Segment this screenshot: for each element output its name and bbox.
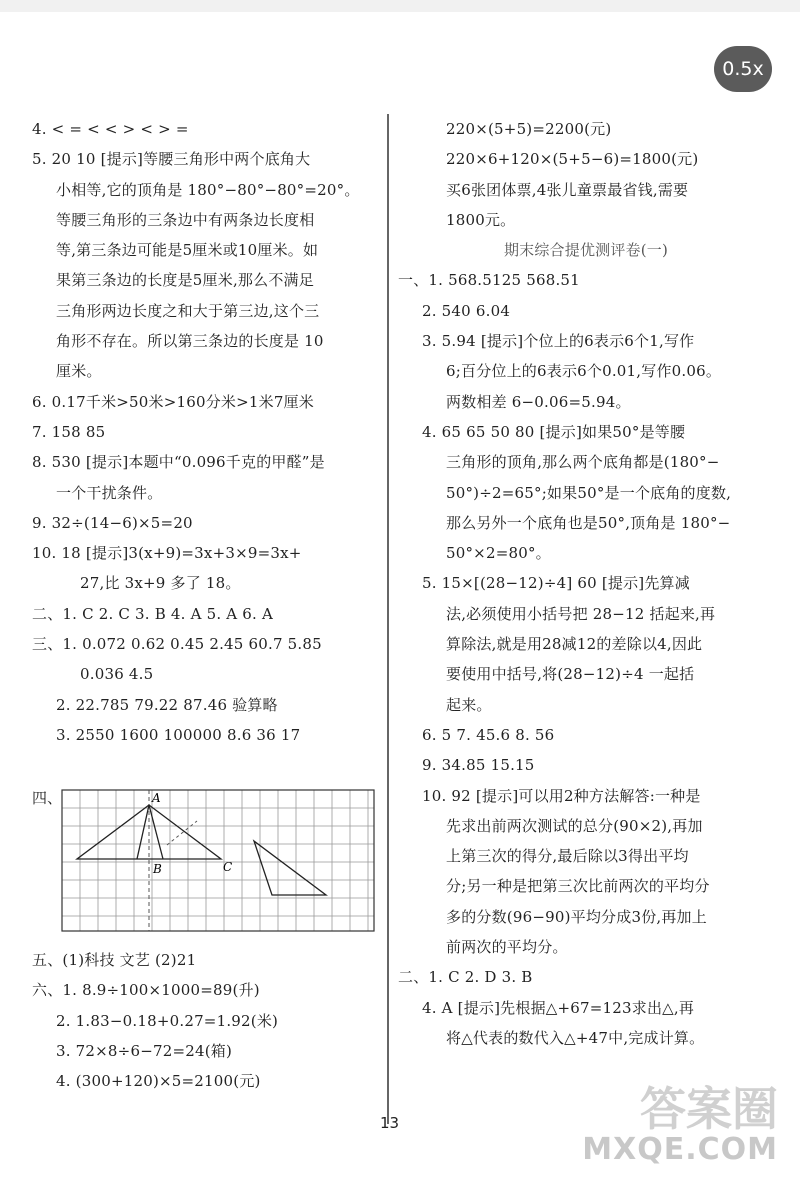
line-dashed-c <box>167 821 197 845</box>
answer-line: 220×6+120×(5+5−6)=1800(元) <box>446 150 699 169</box>
answer-line: 果第三条边的长度是5厘米,那么不满足 <box>56 271 314 290</box>
answer-line: 10. 92 [提示]可以用2种方法解答:一种是 <box>422 786 701 805</box>
answer-line: 买6张团体票,4张儿童票最省钱,需要 <box>446 180 689 199</box>
answer-line: 三、1. 0.072 0.62 0.45 2.45 60.7 5.85 <box>32 635 322 654</box>
answer-line: 2. 1.83−0.18+0.27=1.92(米) <box>56 1011 279 1030</box>
point-a-label: A <box>152 791 161 805</box>
point-b-label: B <box>153 862 162 876</box>
answer-line: 等腰三角形的三条边中有两条边长度相 <box>56 210 315 229</box>
answer-line: 起来。 <box>446 695 492 714</box>
answer-line: 要使用中括号,将(28−12)÷4 一起括 <box>446 665 695 684</box>
section-four-label: 四、 <box>32 789 63 807</box>
answer-line: 厘米。 <box>56 362 102 381</box>
answer-line: 角形不存在。所以第三条边的长度是 10 <box>56 332 324 351</box>
answer-line: 6;百分位上的6表示6个0.01,写作0.06。 <box>446 362 722 381</box>
answer-line: 先求出前两次测试的总分(90×2),再加 <box>446 816 703 835</box>
answer-line: 小相等,它的顶角是 180°−80°−80°=20°。 <box>56 180 360 199</box>
line-a-b <box>149 805 163 859</box>
answer-line: 4. A [提示]先根据△+67=123求出△,再 <box>422 998 695 1017</box>
answer-line: 2. 22.785 79.22 87.46 验算略 <box>56 695 278 714</box>
answer-line: 5. 20 10 [提示]等腰三角形中两个底角大 <box>32 150 311 169</box>
answer-line: 3. 5.94 [提示]个位上的6表示6个1,写作 <box>422 332 695 351</box>
answer-line: 2. 540 6.04 <box>422 301 511 320</box>
answer-line: 3. 2550 1600 100000 8.6 36 17 <box>56 725 301 744</box>
playback-speed-button[interactable]: 0.5x <box>714 46 772 92</box>
answer-line: 六、1. 8.9÷100×1000=89(升) <box>32 981 260 1000</box>
answer-line: 4. (300+120)×5=2100(元) <box>56 1072 261 1091</box>
answer-line: 6. 0.17千米>50米>160分米>1米7厘米 <box>32 392 314 411</box>
answer-line: 算除法,就是用28减12的差除以4,因此 <box>446 635 703 654</box>
watermark-site: MXQE.COM <box>582 1132 778 1167</box>
grid-drawing <box>32 787 386 937</box>
watermark-brand: 答案圈 <box>640 1082 778 1136</box>
left-bottom-column <box>32 945 386 1096</box>
answer-line: 9. 34.85 15.15 <box>422 756 535 775</box>
answer-line: 期末综合提优测评卷(一) <box>503 241 669 260</box>
answer-line: 二、1. C 2. C 3. B 4. A 5. A 6. A <box>32 604 273 623</box>
answer-line: 7. 158 85 <box>32 422 106 441</box>
answer-line: 4. < = < < > < > = <box>32 120 189 138</box>
right-column <box>398 114 774 1053</box>
answer-line: 10. 18 [提示]3(x+9)=3x+3×9=3x+ <box>32 544 302 563</box>
answer-line: 两数相差 6−0.06=5.94。 <box>446 392 631 411</box>
answer-line: 那么另外一个底角也是50°,顶角是 180°− <box>446 513 731 532</box>
answer-line: 50°×2=80°。 <box>446 544 551 563</box>
answer-line: 一个干扰条件。 <box>56 483 163 502</box>
answer-line: 50°)÷2=65°;如果50°是一个底角的度数, <box>446 483 732 502</box>
answer-line: 1800元。 <box>446 210 516 229</box>
answer-line: 多的分数(96−90)平均分成3份,再加上 <box>446 907 707 926</box>
answer-line: 三角形的顶角,那么两个底角都是(180°− <box>446 453 720 472</box>
answer-line: 5. 15×[(28−12)÷4] 60 [提示]先算减 <box>422 574 690 593</box>
answer-line: 三角形两边长度之和大于第三边,这个三 <box>56 301 320 320</box>
triangle-right <box>254 841 326 895</box>
answer-line: 9. 32÷(14−6)×5=20 <box>32 513 193 532</box>
answer-line: 二、1. C 2. D 3. B <box>398 968 533 987</box>
point-c-label: C <box>223 860 233 874</box>
answer-line: 3. 72×8÷6−72=24(箱) <box>56 1041 233 1060</box>
answer-line: 五、(1)科技 文艺 (2)21 <box>32 951 197 969</box>
answer-line: 6. 5 7. 45.6 8. 56 <box>422 725 555 744</box>
top-bar <box>0 0 800 12</box>
column-divider <box>387 114 389 1124</box>
answer-line: 27,比 3x+9 多了 18。 <box>80 574 241 593</box>
left-column <box>32 114 386 750</box>
answer-line: 上第三次的得分,最后除以3得出平均 <box>446 847 689 866</box>
answer-line: 分;另一种是把第三次比前两次的平均分 <box>446 877 710 896</box>
answer-line: 将△代表的数代入△+47中,完成计算。 <box>446 1028 705 1047</box>
answer-line: 等,第三条边可能是5厘米或10厘米。如 <box>56 241 319 260</box>
answer-line: 法,必须使用小括号把 28−12 括起来,再 <box>446 604 716 623</box>
page-number: 13 <box>380 1114 400 1132</box>
answer-line: 前两次的平均分。 <box>446 938 568 957</box>
answer-line: 220×(5+5)=2200(元) <box>446 120 612 138</box>
answer-line: 0.036 4.5 <box>80 665 154 684</box>
answer-line: 8. 530 [提示]本题中“0.096千克的甲醛”是 <box>32 453 325 472</box>
answer-line: 4. 65 65 50 80 [提示]如果50°是等腰 <box>422 422 686 441</box>
geometry-grid-figure <box>32 787 386 937</box>
answer-line: 一、1. 568.5125 568.51 <box>398 271 580 290</box>
